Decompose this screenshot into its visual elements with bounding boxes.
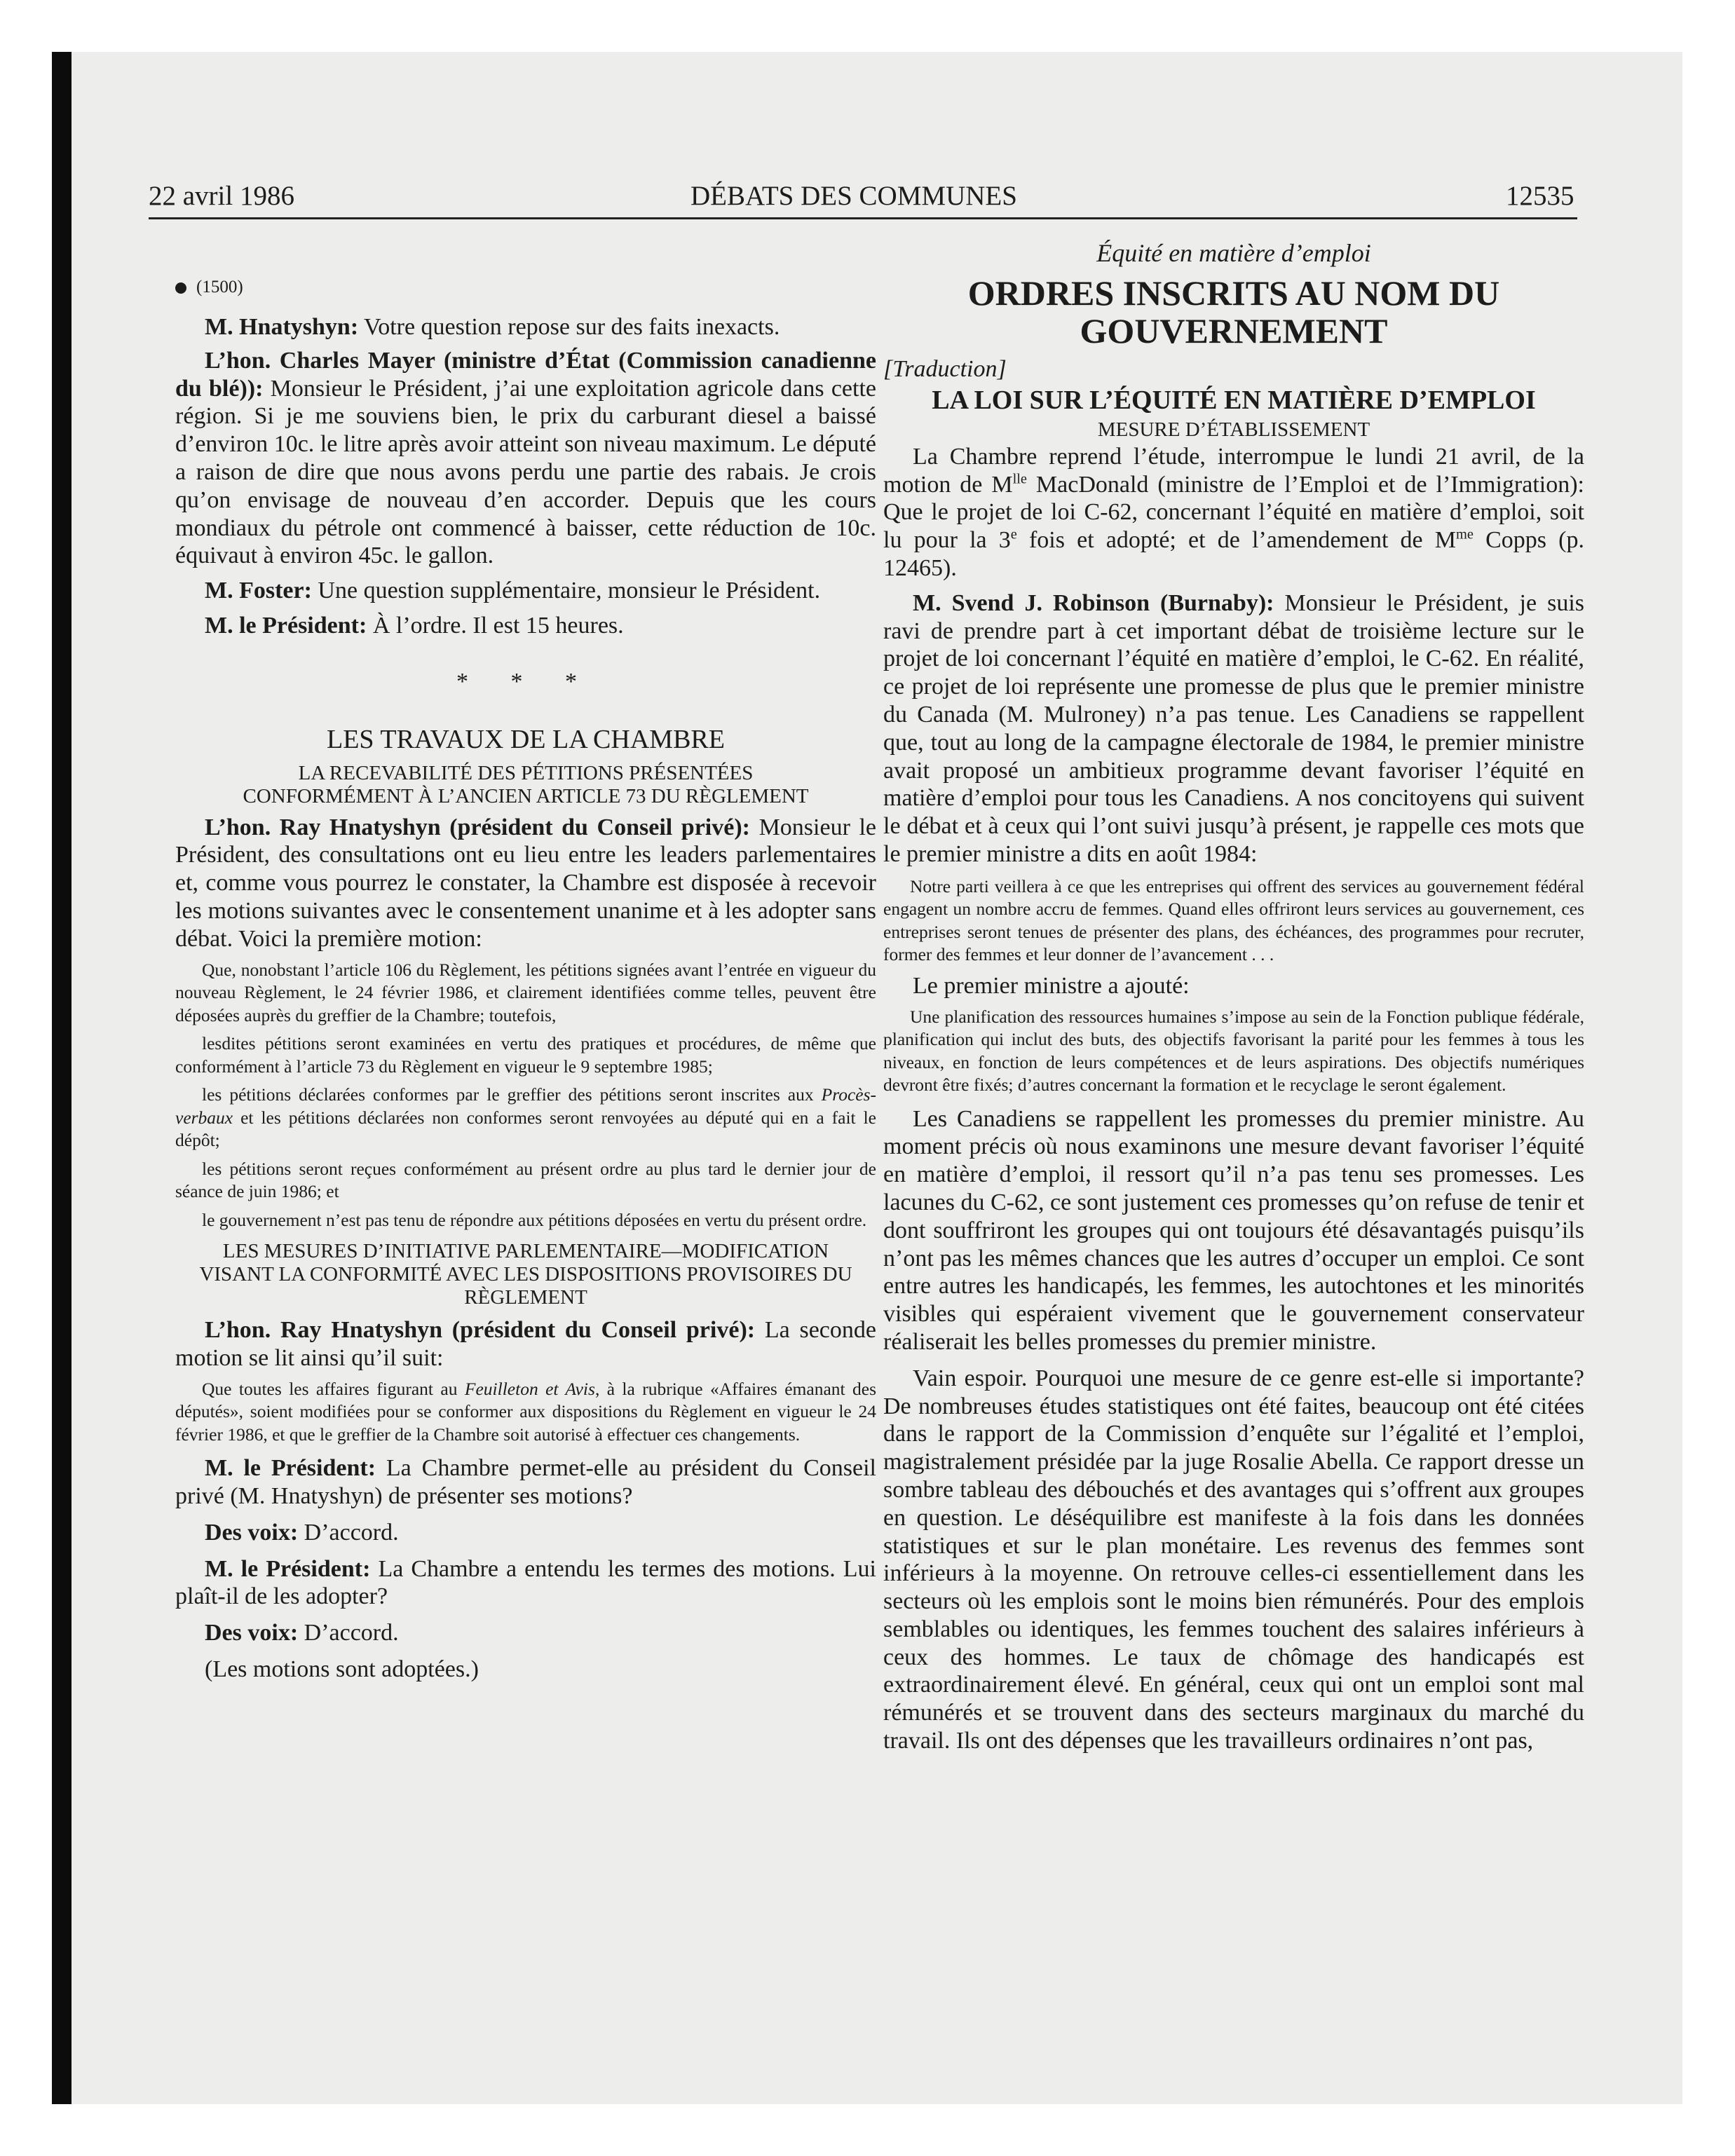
header-page-number: 12535 [1506,181,1574,211]
paragraph: La Chambre reprend l’étude, interrompue le lundi 21 avril, de la motion de $M^{lle}$ MacDonald (ministre de l’Emploi et de l’Immigration): Que le projet de loi C-62, concernant l’équité en matière d’emploi, soit lu pour la 3e fois et adopté; et de l’amendement de $M^{me}$ Copps (p. 12465). [883,443,1584,581]
paragraph: (Les motions sont adoptées.) [205,1656,479,1682]
speaker: L’hon. Charles Mayer (ministre d’État (Commission canadienne du blé)): [175,347,876,402]
quoted-motion: Que toutes les affaires figurant au Feuilleton et Avis, à la rubrique «Affaires émanant des députés», soient modifiées pour se conformer aux dispositions du Règlement en vigueur le 24 février 1986, et que le greffier de la Chambre soit autorisé à effectuer ces changements. [175,1378,876,1445]
running-head: Équité en matière d’emploi [1096,239,1371,267]
paragraph: M. le Président: La Chambre a entendu les termes des motions. Lui plaît-il de les adopter? [175,1555,876,1610]
subheading: LES MESURES D’INITIATIVE PARLEMENTAIRE—MODIFICATION VISANT LA CONFORMITÉ AVEC LES DISPOSITIONS PROVISOIRES DU RÈGLEMENT [199,1240,852,1309]
speaker: L’hon. Ray Hnatyshyn (président du Conseil privé): [205,814,750,840]
quoted-motion: les pétitions déclarées conformes par le greffier des pétitions seront inscrites aux Procès-verbaux et les pétitions déclarées non conformes seront renvoyées au député qui en a fait le dépôt; [175,1084,876,1151]
quoted-motion: Que, nonobstant l’article 106 du Règlement, les pétitions signées avant l’entrée en vigueur du nouveau Règlement, le 24 février 1986, et clairement identifiées comme telles, peuvent être déposées auprès du greffier de la Chambre; toutefois, [175,959,876,1025]
quotation: Notre parti veillera à ce que les entreprises qui offrent des services au gouvernement fédéral engagent un nombre accru de femmes. Quand elles offriront leurs services au gouvernement, ces entreprises seront tenues de présenter des plans, des échéances, des programmes pour recruter, former des femmes et leur donner de l’avancement . . . [883,875,1584,965]
speaker: L’hon. Ray Hnatyshyn (président du Conseil privé): [205,1317,756,1344]
speaker: M. le Président: [205,1555,371,1582]
header-title: DÉBATS DES COMMUNES [690,181,1017,211]
quoted-motion: les pétitions seront reçues conformément au présent ordre au plus tard le dernier jour de séance de juin 1986; et [175,1158,876,1202]
paragraph: Les Canadiens se rappellent les promesses du premier ministre. Au moment précis où nous examinons une mesure devant favoriser l’équité en matière d’emploi, il ressort qu’il n’a pas tenu ses promesses. Les lacunes du C-62, ce sont justement ces promesses qu’on refuse de tenir et dont souffriront les groupes qui ont toujours été désavantagés puisqu’ils n’ont pas les mêmes chances que les autres d’occuper un emploi. Ce sont entre autres les handicapés, les femmes, les autochtones et les minorités visibles qui espéraient vivement que le gouvernement conservateur réaliserait les belles promesses du premier ministre. [883,1105,1584,1355]
page-title: ORDRES INSCRITS AU NOM DU GOUVERNEMENT [967,273,1500,350]
left-column [175,228,876,1684]
paragraph: M. Foster: Une question supplémentaire, monsieur le Président. [205,578,821,604]
paragraph: M. Svend J. Robinson (Burnaby): Monsieur le Président, je suis ravi de prendre part à cet important débat de troisième lecture sur le projet de loi concernant l’équité en matière d’emploi, le C-62. En réalité, ce projet de loi représente une promesse de plus que le premier ministre du Canada (M. Mulroney) n’a pas tenue. Les Canadiens se rappellent que, tout au long de la campagne électorale de 1984, le premier ministre avait proposé un ambitieux programme devant favoriser l’équité en matière d’emploi pour tous les Canadiens. A nos concitoyens qui suivent le débat et à ceux qui l’ont suivi jusqu’à présent, je rappelle ces mots que le premier ministre a dits en août 1984: [883,589,1585,867]
paragraph: M. le Président: À l’ordre. Il est 15 heures. [205,612,624,639]
header-rule [149,217,1577,219]
right-column [883,228,1584,1755]
subheading: LA RECEVABILITÉ DES PÉTITIONS PRÉSENTÉES CONFORMÉMENT À L’ANCIEN ARTICLE 73 DU RÈGLEMENT [243,761,809,807]
paragraph: Des voix: D’accord. [205,1620,399,1646]
paragraph: L’hon. Charles Mayer (ministre d’État (Commission canadienne du blé)): Monsieur le Président, j’ai une exploitation agricole dans cette région. Si je me souviens bien, le prix du carburant diesel a baissé d’environ 10c. le litre après avoir atteint son niveau maximum. Le député a raison de dire que nous avons perdu une partie des rabais. Je crois qu’on envisage de nouveau d’en accorder. Depuis que les cours mondiaux du pétrole ont commencé à baisser, cette réduction de 10c. équivaut à environ 45c. le gallon. [175,347,877,569]
scan-edge-shadow [52,52,72,2104]
time-marker: (1500) [175,277,876,298]
paragraph: L’hon. Ray Hnatyshyn (président du Conseil privé): Monsieur le Président, des consultations ont eu lieu entre les leaders parlementaires et, comme vous pourrez le constater, la Chambre est disposée à recevoir les motions suivantes avec le consentement unanime et à les adopter sans débat. Voici la première motion: [175,814,877,952]
paragraph: L’hon. Ray Hnatyshyn (président du Conseil privé): La seconde motion se lit ainsi qu’il suit: [175,1317,876,1371]
speaker: M. le Président: [205,612,367,639]
quoted-motion: lesdites pétitions seront examinées en vertu des pratiques et procédures, de même que conformément à l’article 73 du Règlement en vigueur le 9 septembre 1985; [175,1033,876,1077]
speaker: M. Svend J. Robinson (Burnaby): [913,589,1274,616]
translation-note: [Traduction] [883,356,1007,382]
subheading: MESURE D’ÉTABLISSEMENT [1097,418,1370,441]
paragraph: Des voix: D’accord. [205,1519,399,1546]
quoted-motion: le gouvernement n’est pas tenu de répondre aux pétitions déposées en vertu du présent ordre. [202,1209,867,1230]
section-separator: * * * [456,668,595,695]
speaker: Des voix: [205,1620,299,1646]
quotation: Une planification des ressources humaines s’impose au sein de la Fonction publique fédérale, planification qui inclut des buts, des objectifs favorisant la parité pour les femmes à tous les niveaux, en fonction de leurs compétences et de leurs aspirations. Des objectifs numériques devront être fixés; d’autres concernant la formation et le recyclage le seront également. [883,1006,1584,1096]
speaker: Des voix: [205,1519,299,1546]
paragraph: Vain espoir. Pourquoi une mesure de ce genre est-elle si importante? De nombreuses études statistiques ont été faites, beaucoup ont été citées dans le rapport de la Commission d’enquête sur l’égalité et l’emploi, magistralement présidée par la juge Rosalie Abella. Ce rapport dresse un sombre tableau des débouchés et des avantages qui s’offrent aux groupes en question. Le déséquilibre est manifeste à la fois dans les données statistiques et sur le plan monétaire. Les revenus des femmes sont inférieurs à la moyenne. On retrouve celles-ci essentiellement dans les secteurs où les emplois sont le moins bien rémunérés. Pour des emplois semblables ou identiques, les femmes touchent des salaires inférieurs à ceux des hommes. Le taux de chômage des handicapés est extraordinairement élevé. En général, ceux qui ont un emploi sont mal rémunérés et se trouvent dans des secteurs marginaux du marché du travail. Ils ont des dépenses que les travailleurs ordinaires n’ont pas, [883,1365,1584,1754]
speaker: M. Hnatyshyn: [205,314,359,340]
paragraph: M. Hnatyshyn: Votre question repose sur des faits inexacts. [205,314,780,340]
section-heading: LES TRAVAUX DE LA CHAMBRE [327,724,725,754]
paragraph: M. le Président: La Chambre permet-elle au président du Conseil privé (M. Hnatyshyn) de présenter ses motions? [175,1455,876,1509]
speaker: M. le Président: [205,1455,376,1482]
section-heading: LA LOI SUR L’ÉQUITÉ EN MATIÈRE D’EMPLOI [932,385,1536,415]
bullet-icon [175,282,186,294]
header-date: 22 avril 1986 [149,181,294,211]
speaker: M. Foster: [205,578,312,604]
paragraph: Le premier ministre a ajouté: [913,972,1190,999]
